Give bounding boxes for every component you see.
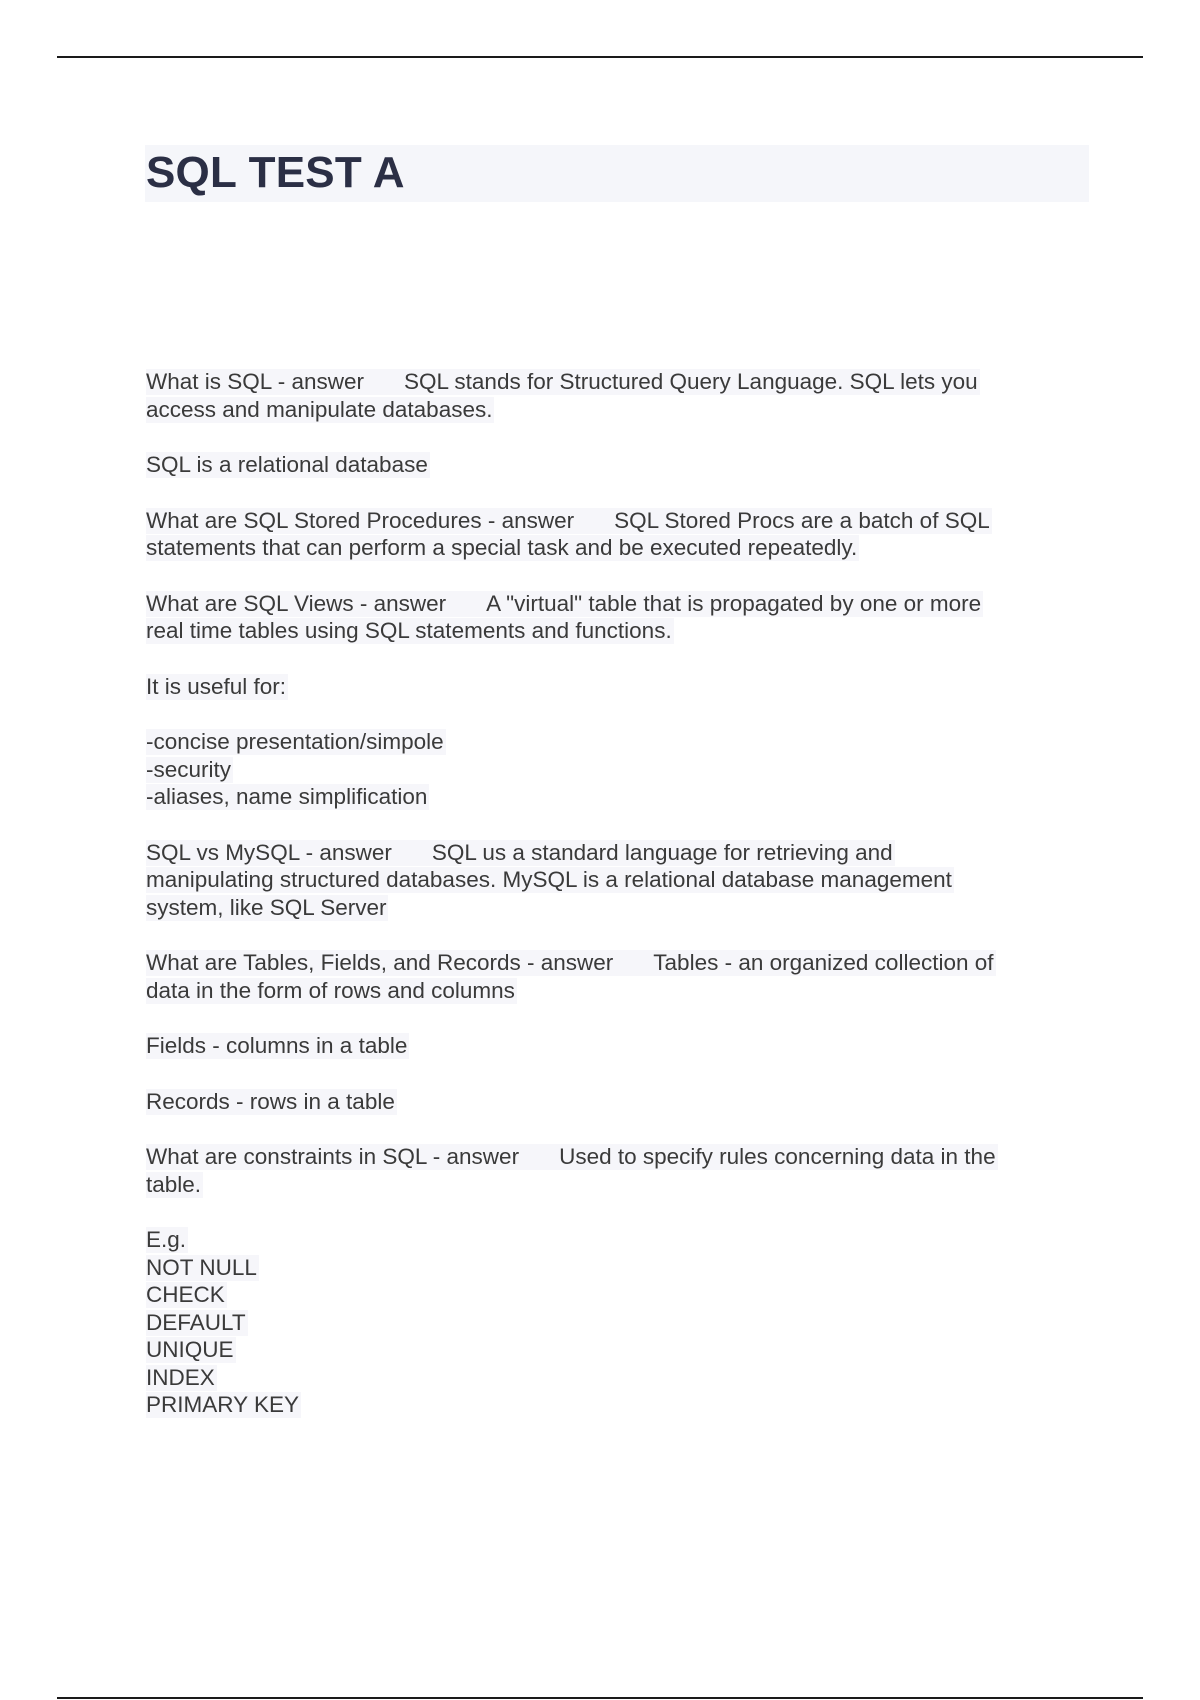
question-text: What are SQL Stored Procedures - answer [146,507,575,533]
line-text: E.g. [146,1227,187,1252]
line-text: -aliases, name simplification [146,784,428,809]
answer-text: SQL us a standard language for retrieving and [431,839,893,865]
text-line [146,1032,1086,1060]
answer-text: SQL Stored Procs are a batch of SQL [614,507,990,533]
text-line [146,977,1086,1005]
answer-text: Used to specify rules concerning data in the [559,1144,996,1169]
text-line [146,1088,1086,1116]
text-line [146,1364,1086,1392]
text-line [146,451,1086,479]
text-line [146,1254,1086,1282]
page-title: SQL TEST A [146,148,405,197]
line-text: Records - rows in a table [146,1088,395,1114]
line-text: Fields - columns in a table [146,1033,408,1058]
text-line [146,507,1086,535]
paragraph [146,590,1086,645]
text-line [146,1309,1086,1337]
question-text: What is SQL - answer [146,369,364,394]
text-line [146,1281,1086,1309]
answer-gap [446,610,486,611]
line-text: statements that can perform a special task and be executed repeatedly. [146,535,858,560]
question-text: What are SQL Views - answer [146,590,447,616]
question-answer-line [146,1144,998,1170]
line-text: -security [146,756,232,782]
text-line [146,949,1086,977]
line-text: PRIMARY KEY [146,1392,299,1417]
answer-gap [364,388,404,389]
text-line [146,894,1086,922]
text-line [146,756,1086,784]
line-text: UNIQUE [146,1337,234,1362]
line-text: SQL is a relational database [146,452,428,477]
text-line [146,866,1086,894]
question-answer-line [146,591,983,617]
question-answer-line [146,840,895,866]
text-line [146,396,1086,424]
text-line [146,590,1086,618]
line-text: CHECK [146,1282,225,1307]
line-text: table. [146,1171,202,1197]
document-body [146,368,1086,1419]
line-text: It is useful for: [146,673,287,699]
answer-gap [519,1163,559,1164]
text-line [146,1391,1086,1419]
bottom-rule [57,1697,1143,1699]
question-text: What are Tables, Fields, and Records - answer [146,950,614,975]
line-text: data in the form of rows and columns [146,977,515,1003]
question-answer-line [146,508,992,534]
line-text: DEFAULT [146,1309,246,1335]
text-line [146,783,1086,811]
answer-text: A "virtual" table that is propagated by one or more [486,590,982,616]
text-line [146,617,1086,645]
text-line [146,728,1086,756]
paragraph [146,949,1086,1004]
question-answer-line [146,950,996,976]
paragraph [146,507,1086,562]
top-rule [57,56,1143,58]
answer-gap [613,969,653,970]
line-text: access and manipulate databases. [146,396,493,422]
text-line [146,1143,1086,1171]
text-line [146,1226,1086,1254]
line-text: NOT NULL [146,1254,257,1280]
answer-gap [574,527,614,528]
text-line [146,839,1086,867]
line-text: -concise presentation/simpole [146,729,444,754]
paragraph [146,728,1086,811]
paragraph [146,1143,1086,1198]
paragraph [146,1088,1086,1116]
text-line [146,1336,1086,1364]
line-text: system, like SQL Server [146,894,387,920]
line-text: real time tables using SQL statements and functions. [146,618,672,643]
paragraph [146,1226,1086,1419]
paragraph [146,673,1086,701]
paragraph [146,1032,1086,1060]
line-text: INDEX [146,1364,215,1390]
answer-text: SQL stands for Structured Query Language. SQL lets you [403,369,978,394]
question-text: What are constraints in SQL - answer [146,1144,520,1169]
text-line [146,1171,1086,1199]
line-text: manipulating structured databases. MySQL is a relational database management [146,867,952,892]
paragraph [146,451,1086,479]
text-line [146,368,1086,396]
paragraph [146,368,1086,423]
question-answer-line [146,369,980,395]
text-line [146,534,1086,562]
answer-gap [392,859,432,860]
answer-text: Tables - an organized collection of [653,950,994,975]
paragraph [146,839,1086,922]
question-text: SQL vs MySQL - answer [146,839,392,865]
text-line [146,673,1086,701]
